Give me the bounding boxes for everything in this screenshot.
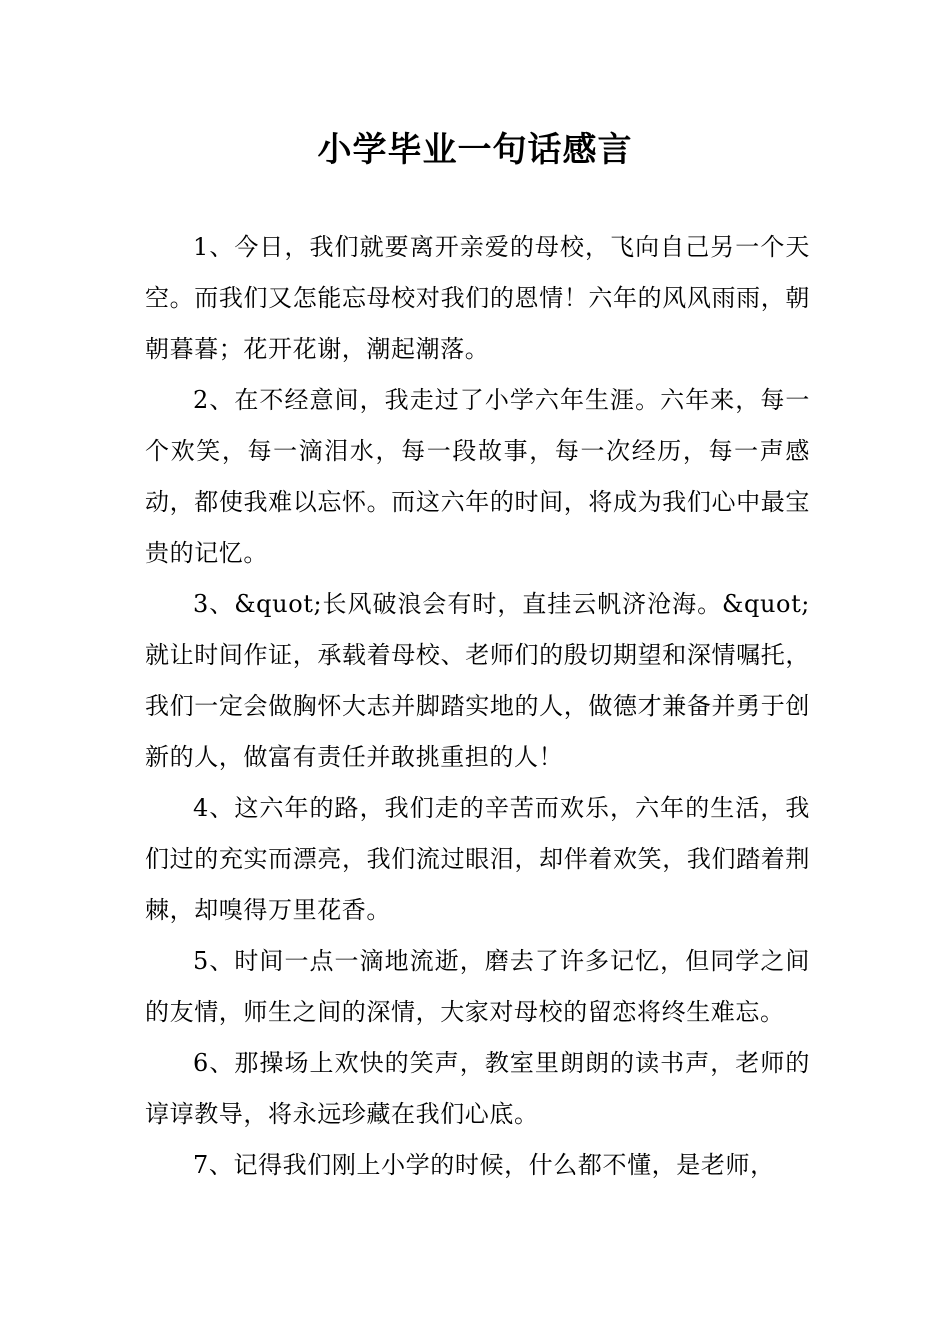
document-title: 小学毕业一句话感言 [317, 130, 633, 170]
paragraph-3: 3、&quot;长风破浪会有时，直挂云帆济沧海。&quot;就让时间作证，承载着母校、老师们的殷切期望和深情嘱托，我们一定会做胸怀大志并脚踏实地的人，做德才兼备并勇于创新的人，做富有责任并敢挑重担的人！ [145, 590, 810, 771]
paragraph-1: 1、今日，我们就要离开亲爱的母校，飞向自己另一个天空。而我们又怎能忘母校对我们的恩情！六年的风风雨雨，朝朝暮暮；花开花谢，潮起潮落。 [145, 233, 810, 363]
paragraph-4: 4、这六年的路，我们走的辛苦而欢乐，六年的生活，我们过的充实而漂亮，我们流过眼泪，却伴着欢笑，我们踏着荆棘，却嗅得万里花香。 [145, 794, 810, 924]
paragraph-6: 6、那操场上欢快的笑声，教室里朗朗的读书声，老师的谆谆教导，将永远珍藏在我们心底。 [145, 1049, 810, 1128]
paragraph-5: 5、时间一点一滴地流逝，磨去了许多记忆，但同学之间的友情，师生之间的深情，大家对母校的留恋将终生难忘。 [145, 947, 810, 1026]
paragraph-2: 2、在不经意间，我走过了小学六年生涯。六年来，每一个欢笑，每一滴泪水，每一段故事，每一次经历，每一声感动，都使我难以忘怀。而这六年的时间，将成为我们心中最宝贵的记忆。 [145, 386, 810, 567]
paragraph-7: 7、记得我们刚上小学的时候，什么都不懂，是老师， [193, 1151, 775, 1179]
document-body [145, 222, 810, 1191]
